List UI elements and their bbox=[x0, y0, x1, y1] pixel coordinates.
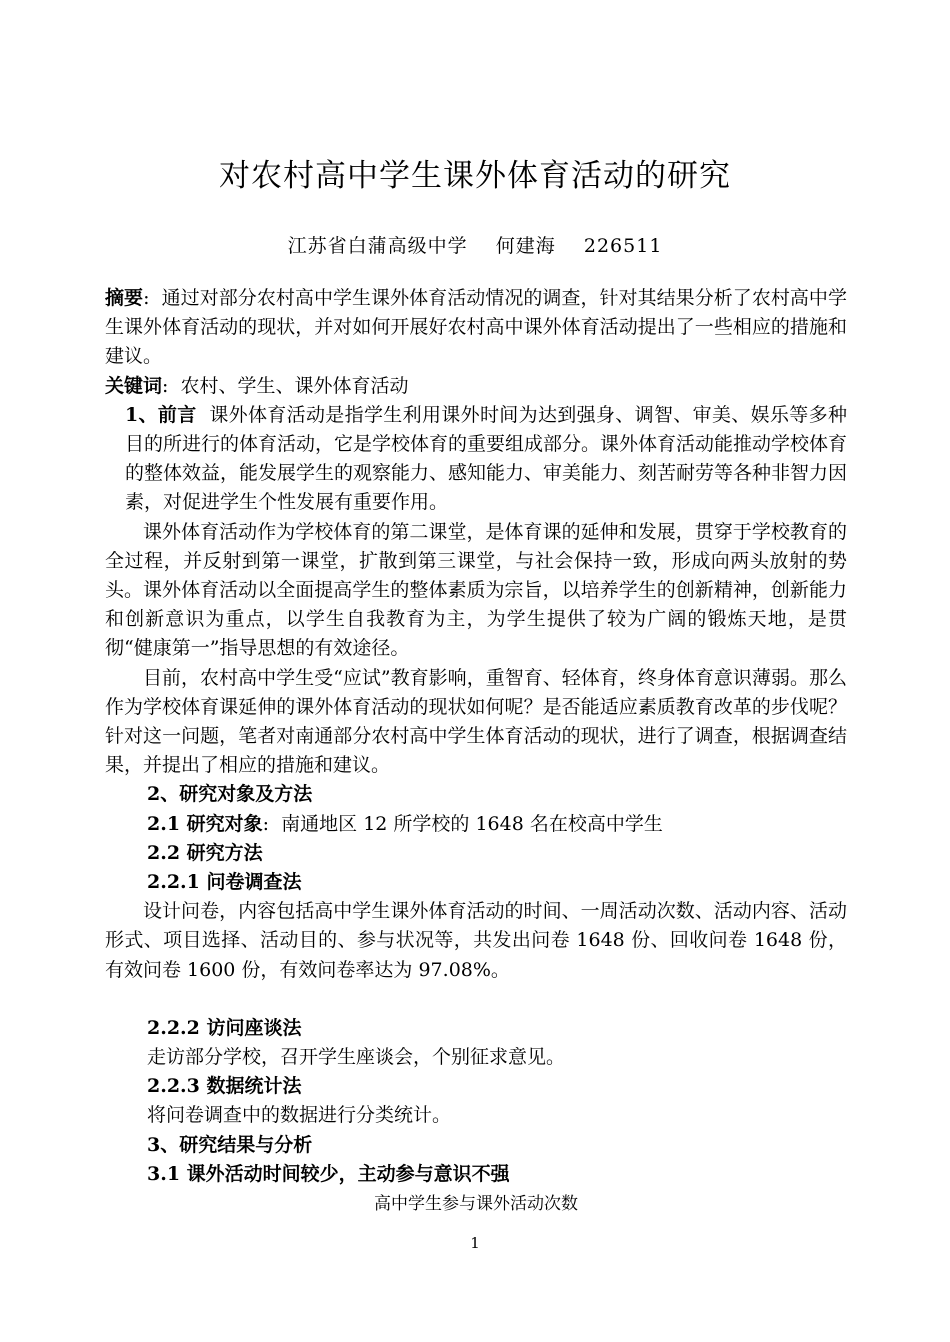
keywords-text: 农村、学生、课外体育活动 bbox=[180, 374, 409, 397]
subject-label: 2.1 研究对象 bbox=[147, 812, 263, 835]
statistics-heading: 2.2.3 数据统计法 bbox=[147, 1075, 302, 1098]
statistics-text: 将问卷调查中的数据进行分类统计。 bbox=[147, 1104, 452, 1127]
questionnaire-heading: 2.2.1 问卷调查法 bbox=[147, 871, 302, 894]
abstract-paragraph bbox=[105, 284, 847, 372]
author-line: 江苏省白蒲高级中学 何建海 226511 bbox=[287, 235, 663, 257]
subject-paragraph bbox=[105, 810, 847, 839]
keywords-colon: : bbox=[162, 374, 181, 397]
document-title: 对农村高中学生课外体育活动的研究 bbox=[219, 158, 731, 194]
methods-heading: 2.2 研究方法 bbox=[147, 841, 263, 864]
abstract-text: 通过对部分农村高中学生课外体育活动情况的调查，针对其结果分析了农村高中学生课外体育活动的现状，并对如何开展好农村高中课外体育活动提出了一些相应的措施和建议。 bbox=[105, 287, 847, 368]
section31-heading: 3.1 课外活动时间较少，主动参与意识不强 bbox=[147, 1162, 510, 1185]
intro-paragraph-1 bbox=[105, 401, 847, 518]
paragraph-gap bbox=[105, 985, 847, 1014]
page-number: 1 bbox=[470, 1234, 480, 1252]
section3-heading: 3、研究结果与分析 bbox=[147, 1133, 313, 1156]
interview-heading: 2.2.2 访问座谈法 bbox=[147, 1016, 302, 1039]
section1-heading: 1、前言 bbox=[125, 403, 197, 426]
interview-text: 走访部分学校，召开学生座谈会，个别征求意见。 bbox=[147, 1046, 566, 1069]
intro-text-1: 课外体育活动是指学生利用课外时间为达到强身、调智、审美、娱乐等多种目的所进行的体育活动，它是学校体育的重要组成部分。课外体育活动能推动学校体育的整体效益，能发展学生的观察能力、感知能力、审美能力、刻苦耐劳等各种非智力因素，对促进学生个性发展有重要作用。 bbox=[125, 403, 848, 514]
section2-heading: 2、研究对象及方法 bbox=[147, 783, 313, 806]
document-body bbox=[105, 284, 847, 1219]
questionnaire-text: 设计问卷，内容包括高中学生课外体育活动的时间、一周活动次数、活动内容、活动形式、项目选择、活动目的、参与状况等，共发出问卷 1648 份、回收问卷 1648 份，有效问卷 1600 份，有效问卷率达为 97.08%。 bbox=[105, 900, 847, 981]
table-caption: 高中学生参与课外活动次数 bbox=[374, 1194, 578, 1215]
keywords-label: 关键词 bbox=[105, 374, 163, 397]
subject-text: 南通地区 12 所学校的 1648 名在校高中学生 bbox=[281, 812, 663, 835]
abstract-label: 摘要 bbox=[105, 287, 144, 309]
intro-paragraph-3: 目前，农村高中学生受“应试”教育影响，重智育、轻体育，终身体育意识薄弱。那么作为学校体育课延伸的课外体育活动的现状如何呢？是否能适应素质教育改革的步伐呢？针对这一问题，笔者对南通部分农村高中学生体育活动的现状，进行了调查，根据调查结果，并提出了相应的措施和建议。 bbox=[105, 666, 847, 777]
abstract-colon: : bbox=[143, 287, 162, 309]
intro-paragraph-2: 课外体育活动作为学校体育的第二课堂，是体育课的延伸和发展，贯穿于学校教育的全过程，并反射到第一课堂，扩散到第三课堂，与社会保持一致，形成向两头放射的势头。课外体育活动以全面提高学生的整体素质为宗旨，以培养学生的创新精神，创新能力和创新意识为重点，以学生自我教育为主，为学生提供了较为广阔的锻炼天地，是贯彻“健康第一”指导思想的有效途径。 bbox=[105, 520, 847, 660]
subject-colon: : bbox=[262, 812, 282, 835]
keywords-paragraph bbox=[105, 372, 847, 401]
